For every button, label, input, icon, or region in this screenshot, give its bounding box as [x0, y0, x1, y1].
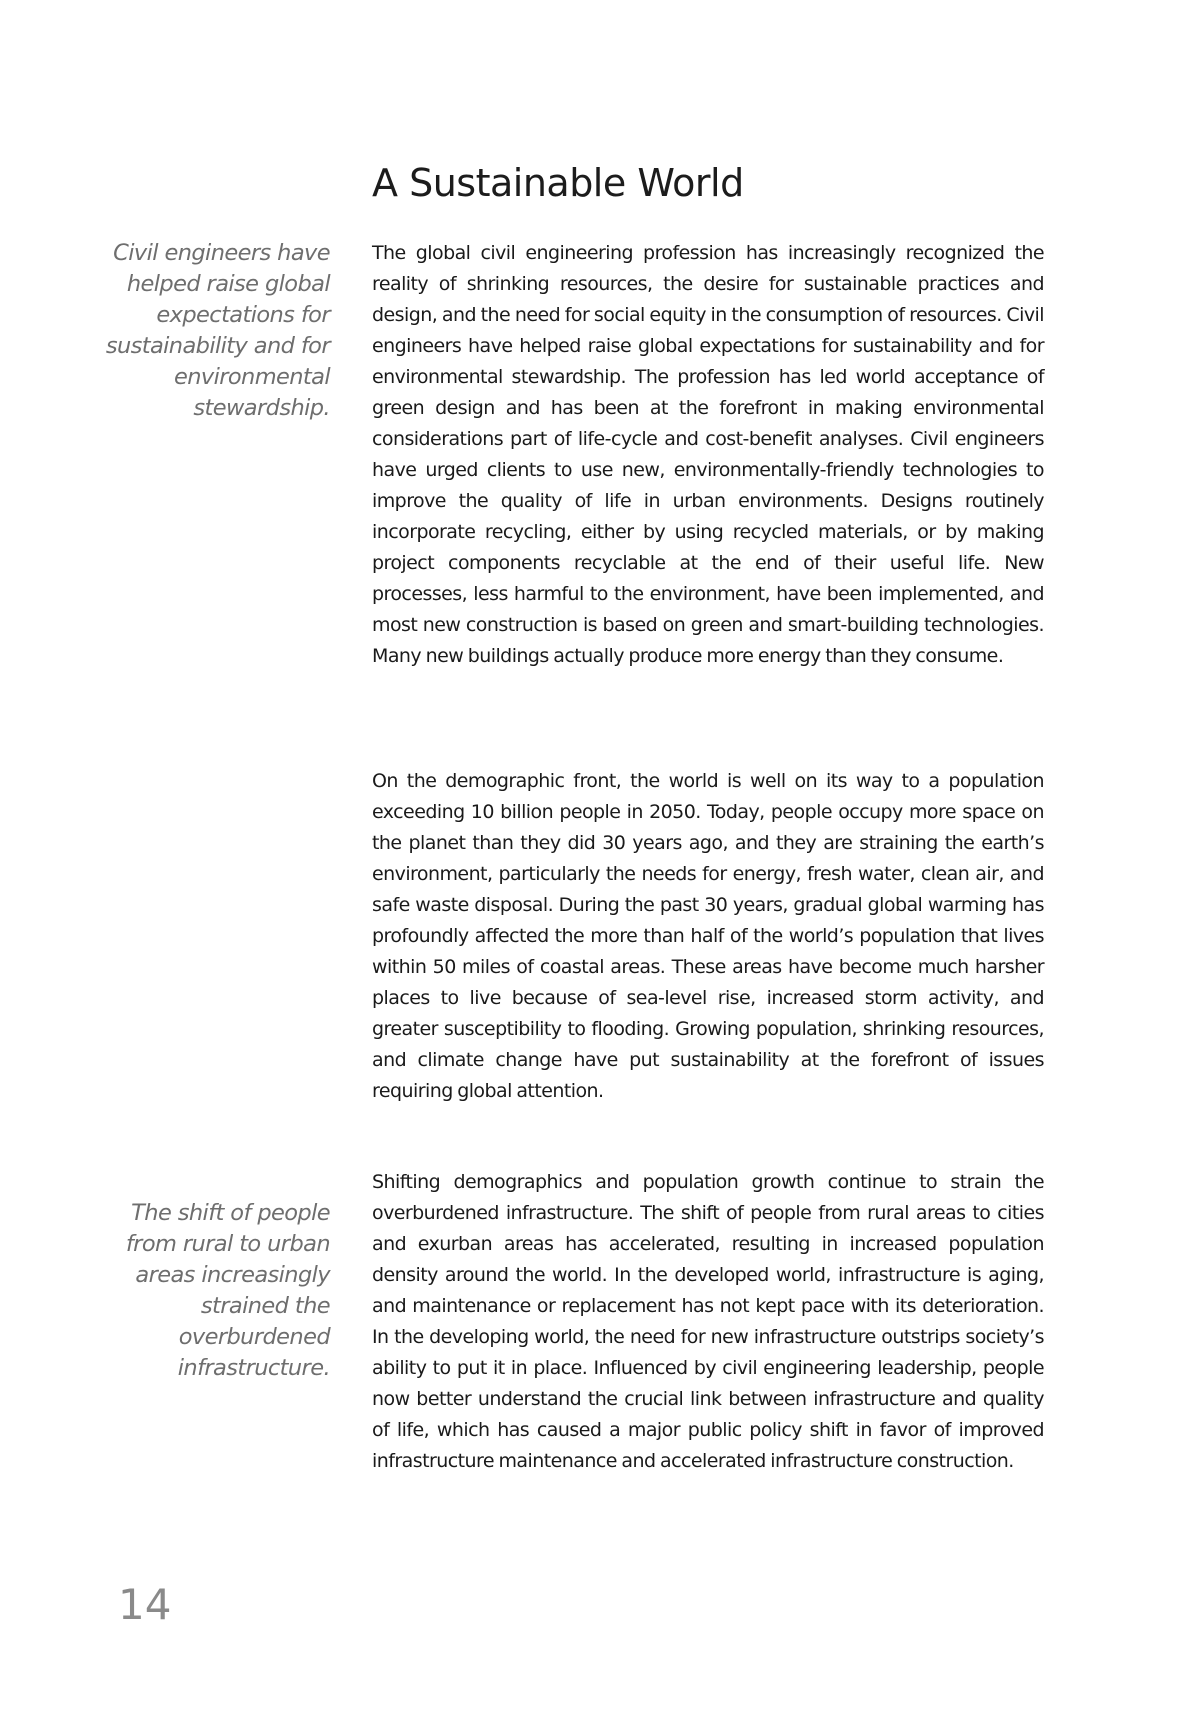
body-paragraph: The global civil engineering profession has increasingly recognized the reality of shrinking resources, the desire for sustainable practices and design, and the need for social equity in the consumption of resources. Civil engineers have helped raise global expectations for sustainability and for environmental stewardship. The profession has led world acceptance of green design and has been at the forefront in making environmental considerations part of life-cycle and cost-benefit analyses. Civil engineers have urged clients to use new, environmentally-friendly technologies to improve the quality of life in urban environments. Designs routinely incorporate recycling, either by using recycled materials, or by making project components recyclable at the end of their useful life. New processes, less harmful to the environment, have been implemented, and most new construction is based on green and smart-building technologies. Many new buildings actually produce more energy than they consume. — [372, 242, 1044, 667]
page-number: 14 — [118, 1580, 172, 1629]
body-paragraph: On the demographic front, the world is well on its way to a population exceeding 10 billion people in 2050. Today, people occupy more space on the planet than they did 30 years ago, and they are straining the earth’s environment, particularly the needs for energy, fresh water, clean air, and safe waste disposal. During the past 30 years, gradual global warming has profoundly affected the more than half of the world’s population that lives within 50 miles of coastal areas. These areas have become much harsher places to live because of sea-level rise, increased storm activity, and greater susceptibility to flooding. Growing population, shrinking resources, and climate change have put sustainability at the forefront of issues requiring global attention. — [372, 770, 1044, 1102]
pull-quote: The shift of people from rural to urban areas increasingly strained the overburdened infrastructure. — [125, 1200, 330, 1381]
pull-quote: Civil engineers have helped raise global expectations for sustainability and for environmental stewardship. — [105, 240, 330, 421]
body-paragraph: Shifting demographics and population growth continue to strain the overburdened infrastructure. The shift of people from rural areas to cities and exurban areas has accelerated, resulting in increased population density around the world. In the developed world, infrastructure is aging, and maintenance or replacement has not kept pace with its deterioration. In the developing world, the need for new infrastructure outstrips society’s ability to put it in place. Influenced by civil engineering leadership, people now better understand the crucial link between infrastructure and quality of life, which has caused a major public policy shift in favor of improved infrastructure maintenance and accelerated infrastructure construction. — [372, 1171, 1044, 1472]
page-title: A Sustainable World — [372, 161, 744, 205]
